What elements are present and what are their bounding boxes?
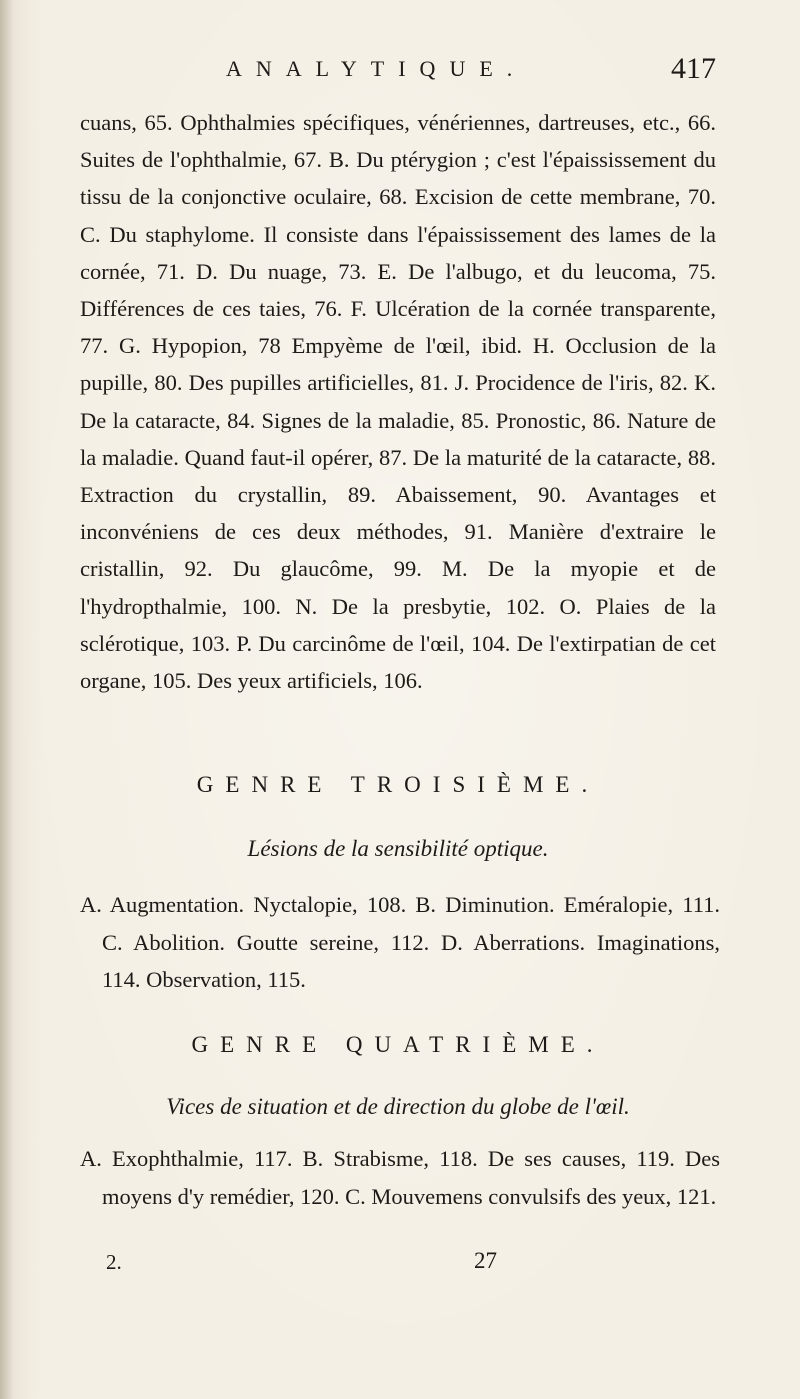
- page-edge-shadow: [0, 0, 14, 1399]
- genre-four-title: Vices de situation et de direction du globe de l'œil.: [166, 1094, 630, 1119]
- index-text-block: [80, 104, 716, 736]
- genre-four-entry: A. Exophthalmie, 117. B. Strabisme, 118. De ses causes, 119. Des moyens d'y remédier, 120. C. Mouvemens convulsifs des yeux, 121.: [80, 1146, 720, 1209]
- genre-three-heading: GENRE TROISIÈME.: [196, 772, 600, 797]
- signature-mark: 2.: [106, 1250, 122, 1274]
- running-title: ANALYTIQUE.: [226, 56, 527, 81]
- page-header: [226, 52, 726, 96]
- index-paragraph: cuans, 65. Ophthalmies spécifiques, vénériennes, dartreuses, etc., 66. Suites de l'ophthalmie, 67. B. Du ptérygion ; c'est l'épaississement du tissu de la conjonctive oculaire, 68. Excision de cette membrane, 70. C. Du staphylome. Il consiste dans l'épaississement des lames de la cornée, 71. D. Du nuage, 73. E. De l'albugo, et du leucoma, 75. Différences de ces taies, 76. F. Ulcération de la cornée transparente, 77. G. Hypopion, 78 Empyème de l'œil, ibid. H. Occlusion de la pupille, 80. Des pupilles artificielles, 81. J. Procidence de l'iris, 82. K. De la cataracte, 84. Signes de la maladie, 85. Pronostic, 86. Nature de la maladie. Quand faut-il opérer, 87. De la maturité de la cataracte, 88. Extraction du crystallin, 89. Abaissement, 90. Avantages et inconvéniens de ces deux méthodes, 91. Manière d'extraire le cristallin, 92. Du glaucôme, 99. M. De la myopie et de l'hydropthalmie, 100. N. De la presbytie, 102. O. Plaies de la sclérotique, 103. P. Du carcinôme de l'œil, 104. De l'extirpatian de cet organe, 105. Des yeux artificiels, 106.: [80, 110, 716, 694]
- genre-four-heading: GENRE QUATRIÈME.: [191, 1032, 605, 1057]
- page-number: 417: [671, 52, 716, 85]
- sheet-number: 27: [474, 1248, 497, 1273]
- genre-three-entry: A. Augmentation. Nyctalopie, 108. B. Diminution. Eméralopie, 111. C. Abolition. Goutte sereine, 112. D. Aberrations. Imaginations, 114. Observation, 115.: [80, 892, 720, 992]
- genre-three-title: Lésions de la sensibilité optique.: [247, 836, 549, 861]
